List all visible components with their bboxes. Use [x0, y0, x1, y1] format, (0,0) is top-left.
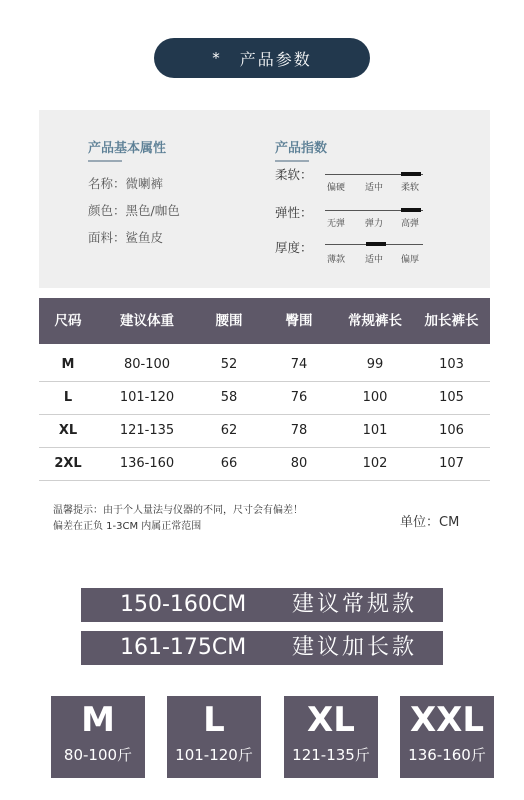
card-size: M [81, 700, 115, 740]
size-card-l [167, 696, 261, 778]
card-size: L [203, 700, 225, 740]
cell-weight: 80-100 [123, 357, 171, 372]
tick-label: 偏硬 [327, 183, 346, 193]
cell-size: M [61, 357, 75, 372]
col-header-hip: 臀围 [285, 313, 313, 329]
product-index-heading: 产品指数 [275, 141, 328, 156]
recommend-height: 161-175CM [120, 635, 247, 660]
tick-label: 偏厚 [401, 255, 420, 265]
card-size: XXL [409, 700, 485, 740]
cell-size: XL [58, 423, 78, 438]
tolerance-note: 偏差在正负 1-3CM 内属正常范围 [53, 521, 202, 532]
size-card-xxl [400, 696, 494, 778]
attribute-name: 名称：微喇裤 [88, 176, 164, 191]
col-header-size: 尺码 [54, 313, 82, 329]
cell-weight: 136-160 [119, 456, 175, 471]
star-icon: * [212, 49, 222, 67]
card-weight: 121-135斤 [292, 746, 370, 764]
cell-regular-length: 100 [362, 390, 388, 405]
cell-long-length: 103 [439, 357, 464, 372]
cell-size: L [63, 390, 73, 405]
page-title: 产品参数 [239, 49, 312, 69]
cell-hip: 74 [290, 357, 308, 372]
cell-size: 2XL [54, 456, 82, 471]
cell-weight: 121-135 [119, 423, 175, 438]
softness-marker [401, 172, 421, 176]
attribute-color: 颜色：黑色/咖色 [88, 203, 180, 218]
table-row [39, 348, 490, 382]
recommend-banner-regular [81, 588, 443, 622]
cell-waist: 52 [220, 357, 238, 372]
cell-long-length: 105 [439, 390, 464, 405]
tick-label: 柔软 [401, 183, 420, 193]
basic-attributes-heading: 产品基本属性 [88, 141, 167, 156]
col-header-long-length: 加长裤长 [424, 313, 479, 329]
attribute-fabric: 面料：鲨鱼皮 [88, 230, 164, 245]
cell-hip: 76 [290, 390, 308, 405]
col-header-regular-length: 常规裤长 [348, 313, 402, 329]
col-header-waist: 腰围 [215, 313, 243, 329]
cell-waist: 62 [220, 423, 238, 438]
unit-label: 单位：CM [400, 515, 460, 530]
card-weight: 136-160斤 [408, 746, 486, 764]
card-weight: 80-100斤 [63, 746, 133, 764]
cell-long-length: 107 [439, 456, 464, 471]
cell-weight: 101-120 [119, 390, 175, 405]
heading-underline [88, 160, 122, 162]
recommend-text: 建议加长款 [292, 635, 418, 660]
page-title-pill [154, 38, 370, 78]
heading-underline [275, 160, 309, 162]
size-card-m [51, 696, 145, 778]
tick-label: 薄款 [327, 255, 346, 265]
cell-waist: 58 [220, 390, 238, 405]
thickness-marker [366, 242, 386, 246]
tick-label: 高弹 [401, 219, 420, 229]
tick-label: 弹力 [365, 219, 384, 229]
tick-label: 无弹 [327, 219, 346, 229]
cell-regular-length: 99 [366, 357, 384, 372]
elasticity-marker [401, 208, 421, 212]
tick-label: 适中 [365, 183, 384, 193]
col-header-weight: 建议体重 [120, 313, 174, 329]
table-row [39, 447, 490, 481]
card-weight: 101-120斤 [175, 746, 253, 764]
index-thickness-label: 厚度： [275, 240, 313, 255]
cell-hip: 78 [290, 423, 308, 438]
cell-waist: 66 [220, 456, 238, 471]
recommend-height: 150-160CM [120, 592, 247, 617]
index-elasticity-label: 弹性： [275, 205, 313, 220]
table-row [39, 381, 490, 415]
card-size: XL [307, 700, 355, 740]
cell-regular-length: 102 [362, 456, 388, 471]
size-table-header [39, 298, 490, 344]
recommend-text: 建议常规款 [292, 592, 418, 617]
measurement-tip: 温馨提示：由于个人量法与仪器的不同，尺寸会有偏差！ [53, 505, 303, 516]
cell-hip: 80 [290, 456, 308, 471]
cell-long-length: 106 [439, 423, 464, 438]
index-softness-label: 柔软： [275, 167, 313, 182]
size-card-xl [284, 696, 378, 778]
table-row [39, 414, 490, 448]
tick-label: 适中 [365, 255, 384, 265]
recommend-banner-long [81, 631, 443, 665]
cell-regular-length: 101 [362, 423, 388, 438]
